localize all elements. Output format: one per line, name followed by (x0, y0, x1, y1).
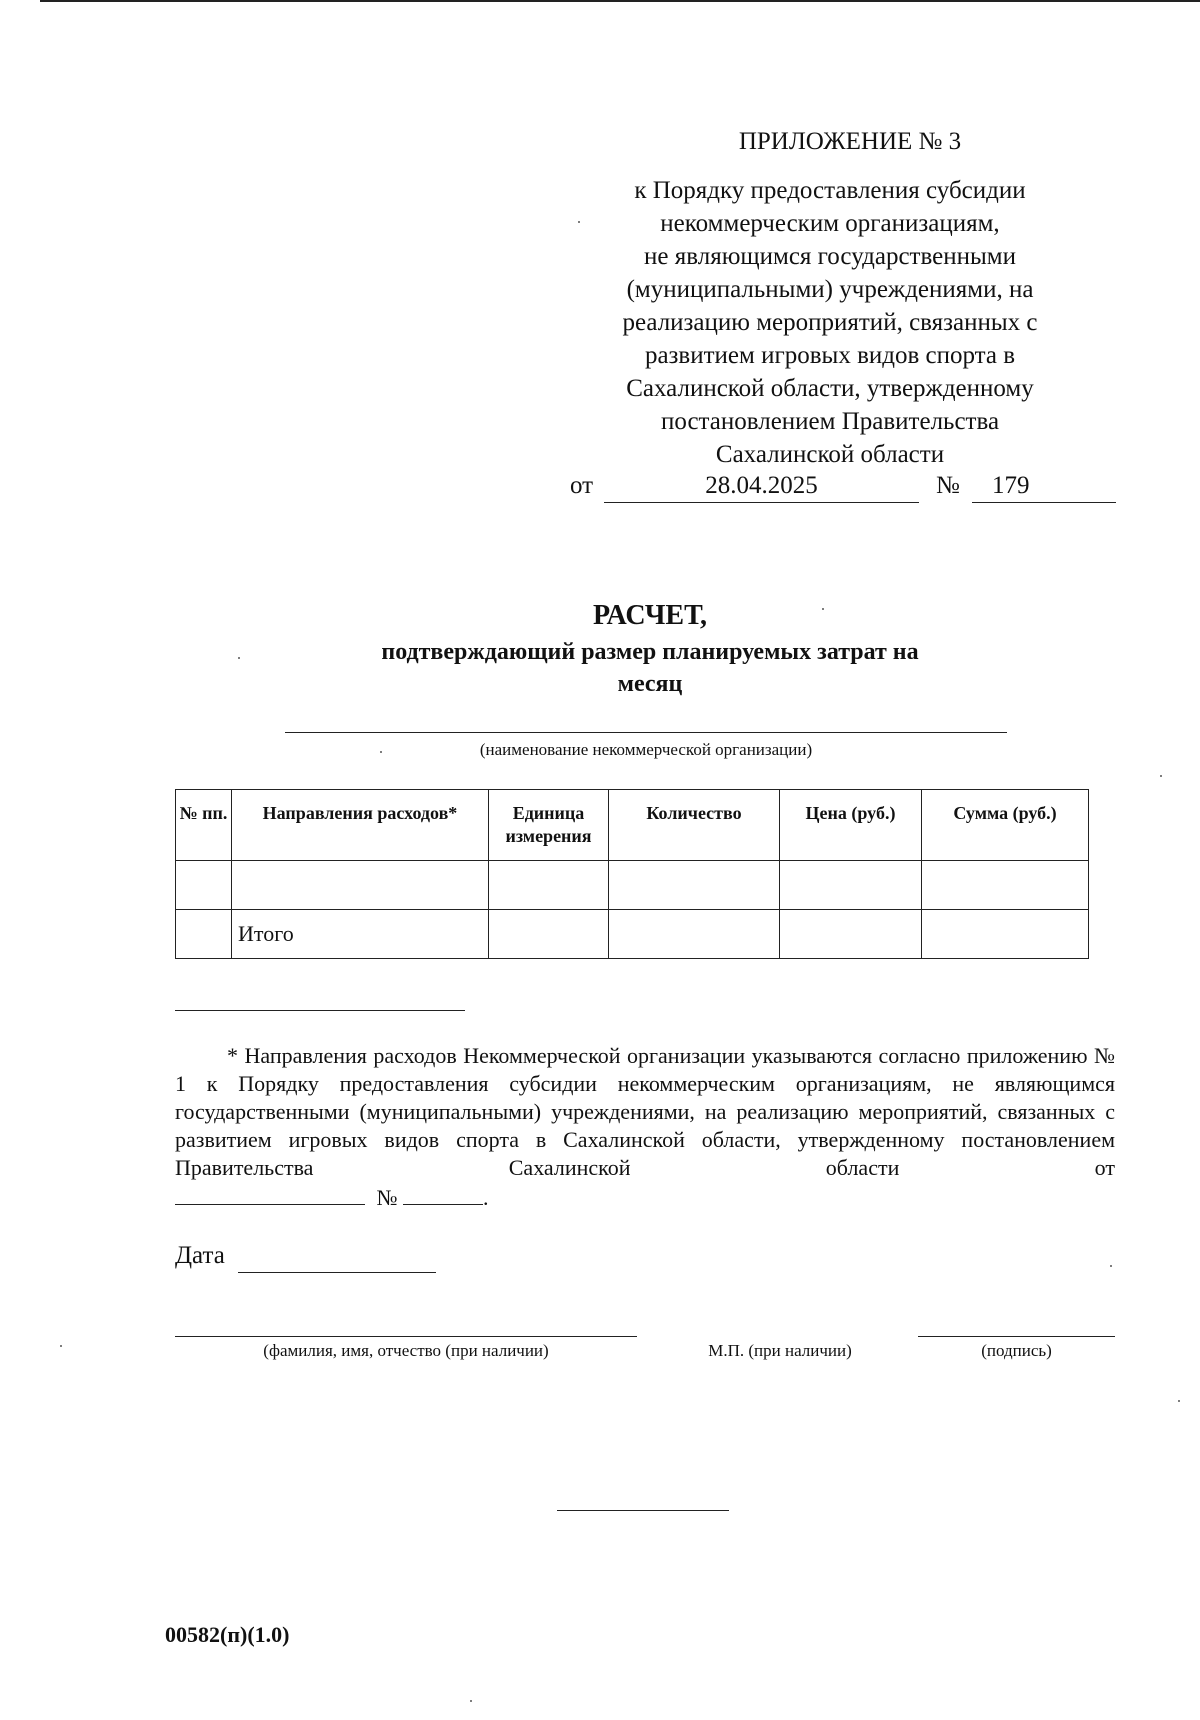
appendix-line: не являющимся государственными (644, 243, 1016, 270)
table-total-row (176, 910, 1089, 959)
resolution-date: 28.04.2025 (604, 472, 919, 503)
table-cell (176, 910, 232, 959)
footnote-separator (175, 1010, 465, 1011)
table-cell (176, 861, 232, 910)
footnote-text: * Направления расходов Некоммерческой организации указываются согласно приложению № 1 к Порядку предоставления субсидии некоммерческим организациям, не являющимся государственными (муниципальными) учреждениями, на реализацию мероприятий, связанных с развитием игровых видов спорта в Сахалинской области, утвержденному постановлением Правительства Сахалинской области от (175, 1043, 1115, 1180)
page-top-border (40, 0, 1200, 2)
appendix-title: ПРИЛОЖЕНИЕ № 3 (738, 128, 962, 155)
organization-name-line (285, 732, 1007, 733)
header-unit: Единица измерения (489, 790, 609, 861)
appendix-line: Сахалинской области (715, 441, 945, 468)
scan-speck (238, 657, 240, 659)
appendix-line: реализацию мероприятий, связанных с (622, 309, 1038, 336)
table-cell (489, 861, 609, 910)
total-label: Итого (232, 910, 489, 959)
document-title: РАСЧЕТ, (593, 600, 707, 631)
appendix-text (560, 174, 1100, 471)
table-cell (232, 861, 489, 910)
subtitle-line: подтверждающий размер планируемых затрат на (381, 639, 919, 665)
appendix-line: некоммерческим организациям, (660, 210, 1000, 237)
document-subtitle (200, 636, 1100, 700)
appendix-line: Сахалинской области, утвержденному (626, 375, 1034, 402)
signature-line (918, 1336, 1115, 1337)
document-code: 00582(п)(1.0) (165, 1622, 290, 1647)
footnote-end: . (483, 1185, 489, 1210)
date-label: Дата (175, 1242, 225, 1269)
organization-caption: (наименование некоммерческой организации) (479, 740, 813, 759)
number-label: № (936, 472, 960, 499)
footnote-number-label: № (376, 1185, 398, 1210)
fio-caption: (фамилия, имя, отчество (при наличии) (263, 1341, 549, 1360)
appendix-line: к Порядку предоставления субсидии (634, 177, 1026, 204)
table-cell (609, 861, 780, 910)
resolution-number: 179 (972, 472, 1116, 503)
table-cell (780, 910, 922, 959)
header-quantity: Количество (609, 790, 780, 861)
scan-speck (1110, 1265, 1112, 1267)
header-sum: Сумма (руб.) (922, 790, 1089, 861)
scan-speck (822, 608, 824, 610)
table-row (176, 861, 1089, 910)
signature-caption: (подпись) (981, 1341, 1052, 1360)
footnote-ending (175, 1182, 1115, 1212)
subtitle-line: месяц (617, 671, 683, 697)
closing-rule (557, 1510, 729, 1511)
appendix-line: постановлением Правительства (660, 408, 1000, 435)
scan-speck (60, 1345, 62, 1347)
table-cell (922, 861, 1089, 910)
fio-line (175, 1336, 637, 1337)
table-cell (489, 910, 609, 959)
resolution-number-blank (403, 1182, 483, 1205)
appendix-line: развитием игровых видов спорта в (644, 342, 1016, 369)
footnote (175, 1042, 1115, 1212)
table-cell (922, 910, 1089, 959)
header-number: № пп. (176, 790, 232, 861)
scan-speck (578, 221, 580, 223)
stamp-caption: М.П. (при наличии) (708, 1341, 852, 1360)
table-header-row (176, 790, 1089, 861)
from-label: от (570, 472, 594, 499)
header-direction: Направления расходов* (232, 790, 489, 861)
date-blank-line (238, 1272, 436, 1273)
scan-speck (1178, 1400, 1180, 1402)
appendix-line: (муниципальными) учреждениями, на (626, 276, 1034, 303)
table-cell (780, 861, 922, 910)
table-cell (609, 910, 780, 959)
resolution-date-row (566, 466, 1116, 506)
header-price: Цена (руб.) (780, 790, 922, 861)
scan-speck (1160, 775, 1162, 777)
costs-table (175, 789, 1089, 959)
scan-speck (380, 751, 382, 753)
resolution-date-blank (175, 1182, 365, 1205)
scan-speck (470, 1700, 472, 1702)
